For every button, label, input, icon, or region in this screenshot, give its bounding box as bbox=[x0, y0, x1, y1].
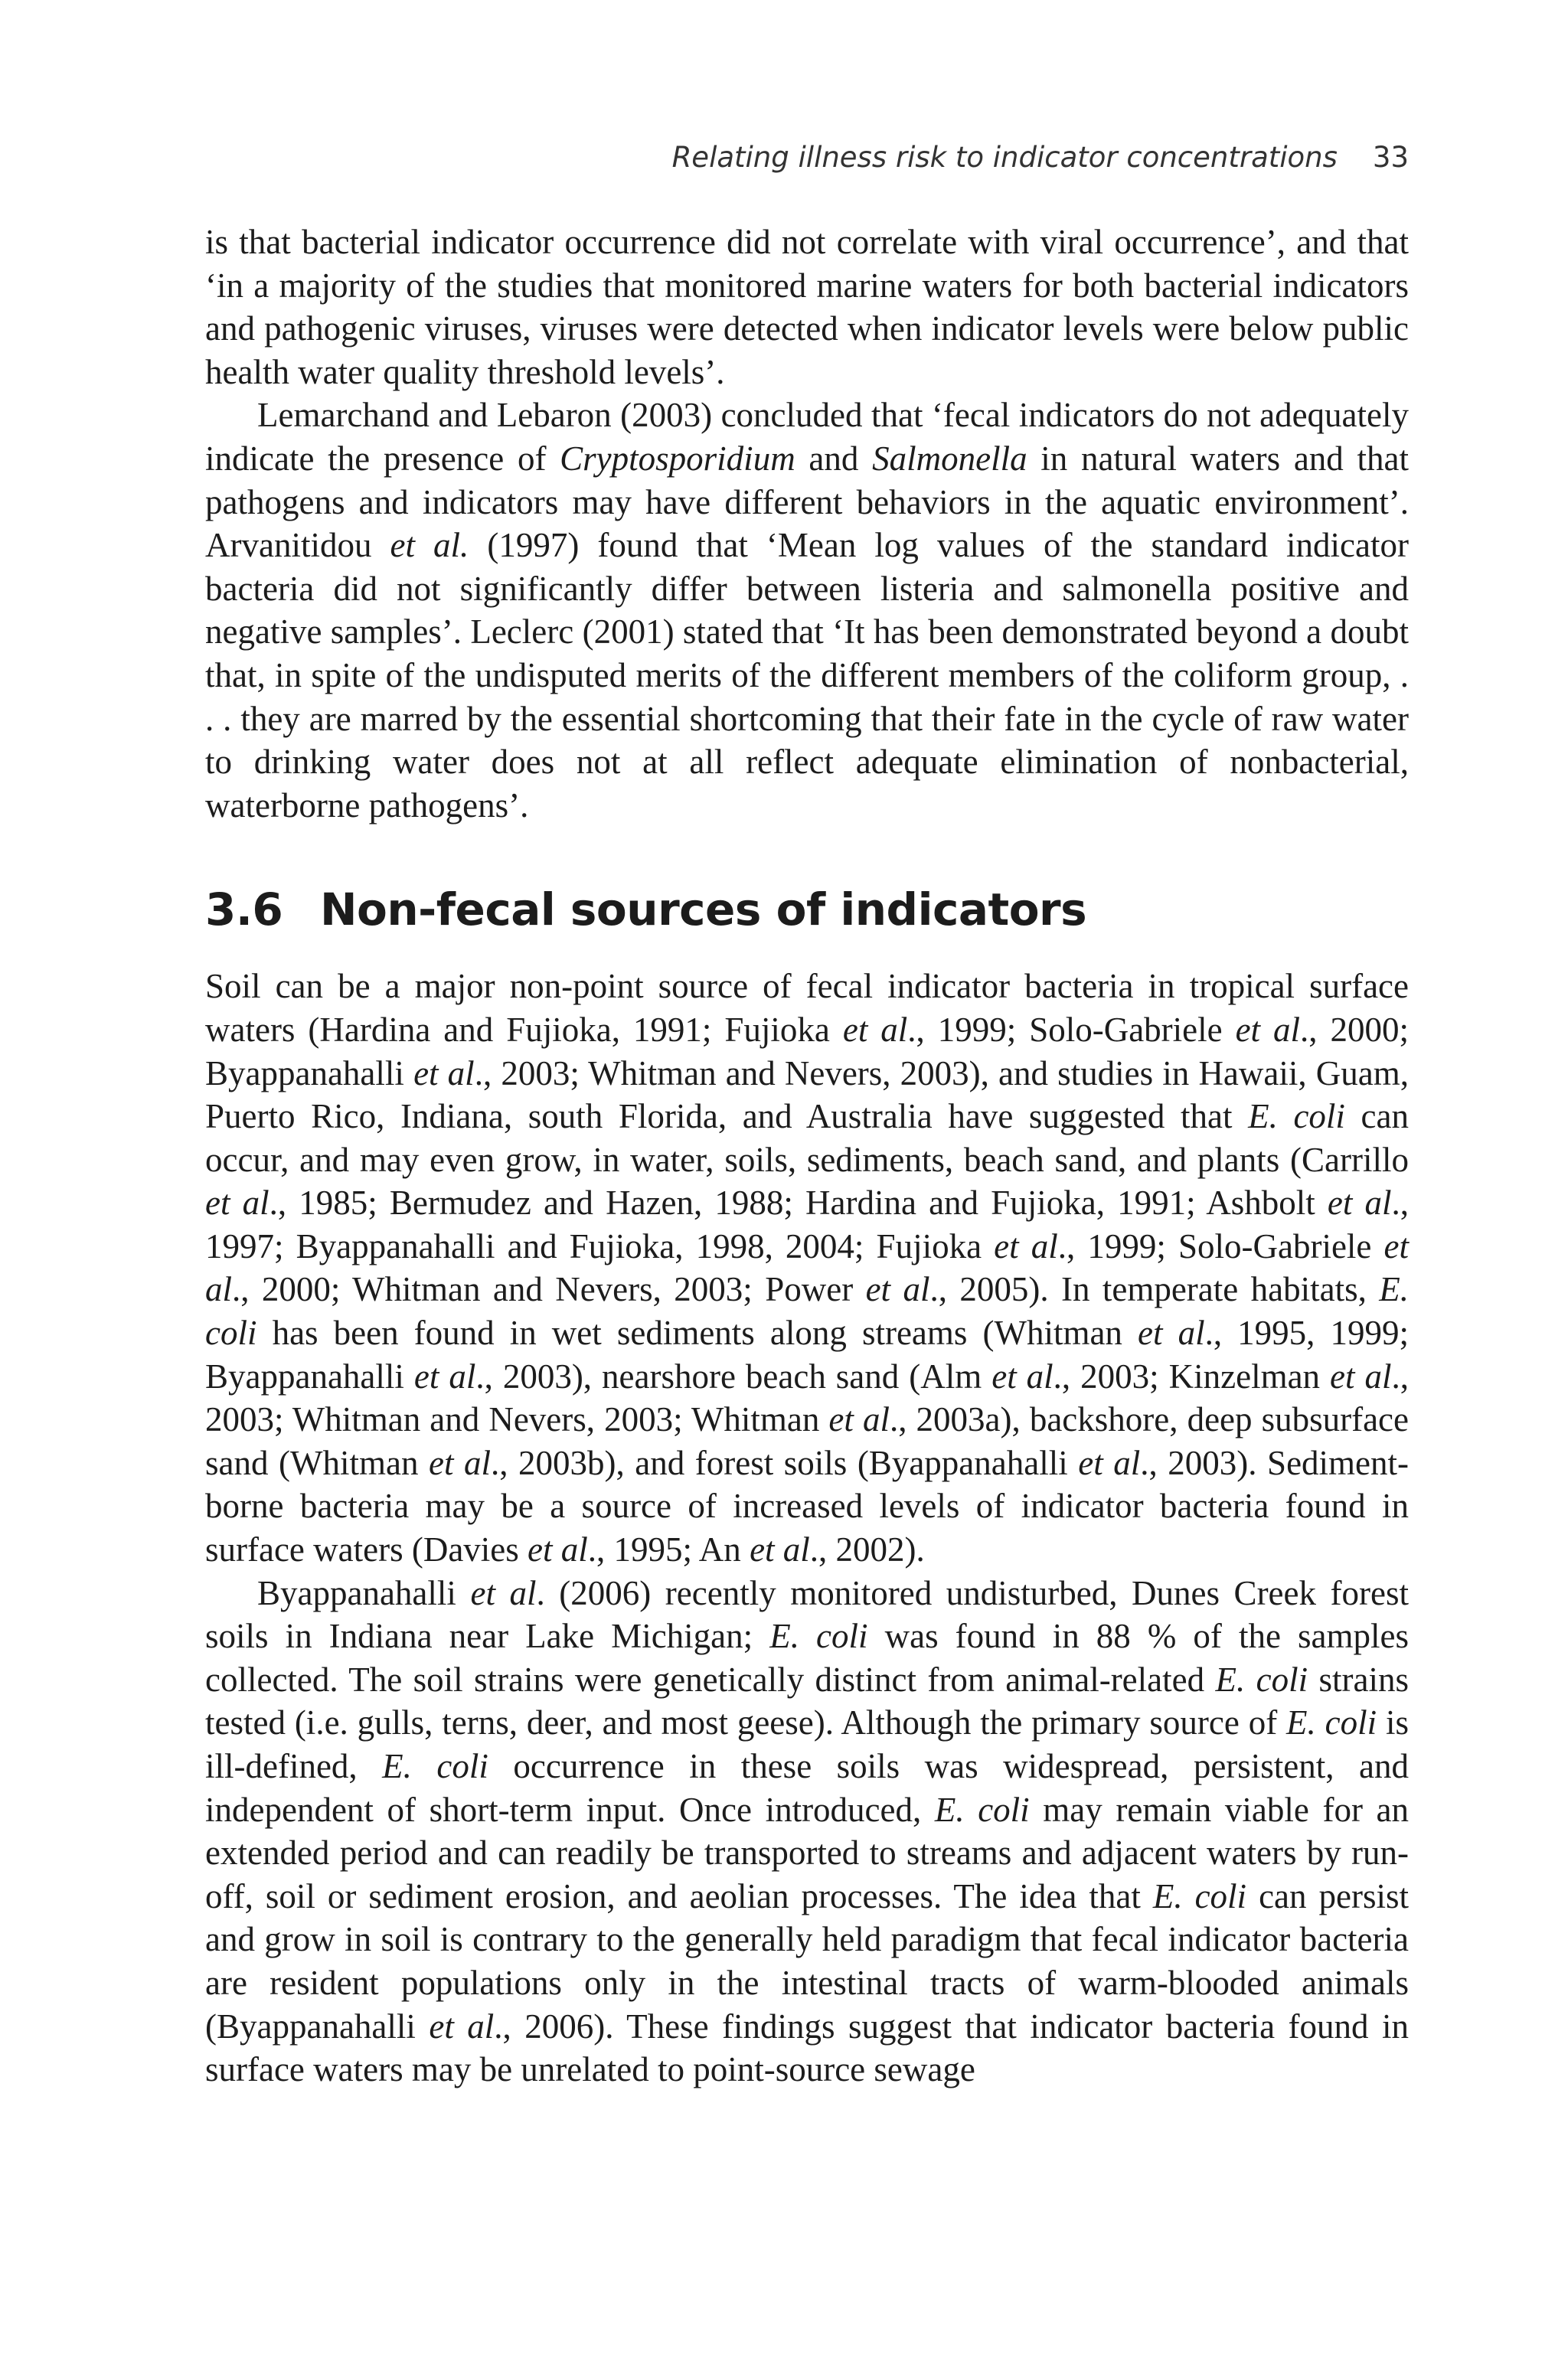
text-run: Soil can be a major non-point source of fecal indicator bacteria in tropical surface waters (Hardina and Fujioka, 1991; Fujioka bbox=[205, 967, 1409, 1049]
text-run: strains tested (i.e. gulls, terns, deer, and most geese). Although the primary source of bbox=[205, 1660, 1409, 1742]
text-run: ., 1985; Bermudez and Hazen, 1988; Hardina and Fujioka, 1991; Ashbolt bbox=[269, 1184, 1328, 1223]
italic-term: et al bbox=[991, 1357, 1054, 1396]
text-run: ., 2002). bbox=[809, 1530, 925, 1569]
text-run: was found in 88 % of the samples collected. The soil strains were genetically distinct from animal-related bbox=[205, 1617, 1409, 1699]
text-run: is ill-defined, bbox=[205, 1703, 1410, 1785]
italic-term: et al bbox=[865, 1270, 930, 1309]
text-run: can persist and grow in soil is contrary to the generally held paradigm that fecal indicator bacteria are resident populations only in the intestinal tracts of warm-blooded animals (Byappanahalli bbox=[205, 1876, 1410, 2046]
text-run: ., 2003). Sediment-borne bacteria may be a source of increased levels of indicator bacteria found in surface waters (Davies bbox=[205, 1443, 1410, 1569]
italic-term: et al. bbox=[390, 526, 469, 565]
text-run: is that bacterial indicator occurrence did not correlate with viral occurrence’, and that ‘in a majority of the studies that monitored marine waters for both bacterial indicators and pathogenic viruses, viruses were detected when indicator levels were below public health water quality threshold levels’. bbox=[205, 223, 1409, 391]
text-run: ., 2003b), and forest soils (Byappanahalli bbox=[491, 1443, 1079, 1482]
text-run: ., 1997; Byappanahalli and Fujioka, 1998, 2004; Fujioka bbox=[205, 1184, 1410, 1265]
italic-term: et al bbox=[1078, 1443, 1141, 1482]
text-run: may remain viable for an extended period and can readily be transported to streams and adjacent waters by run-off, soil or sediment erosion, and aeolian processes. The idea that bbox=[205, 1790, 1410, 1915]
italic-term: E. coli bbox=[1215, 1660, 1308, 1699]
page-body bbox=[205, 220, 1409, 2092]
text-run: ., 2006). These findings suggest that indicator bacteria found in surface waters may be unrelated to point-source sewage bbox=[205, 2007, 1409, 2089]
text-run: occurrence in these soils was widespread, persistent, and independent of short-term input. Once introduced, bbox=[205, 1747, 1409, 1829]
text-run: can occur, and may even grow, in water, soils, sediments, beach sand, and plants (Carrillo bbox=[205, 1097, 1409, 1179]
italic-term: et al bbox=[994, 1226, 1058, 1265]
italic-term: E. coli bbox=[1248, 1097, 1345, 1136]
italic-term: et al bbox=[1138, 1314, 1205, 1353]
text-run: ., 2003; Whitman and Nevers, 2003), and studies in Hawaii, Guam, Puerto Rico, Indiana, south Florida, and Australia have suggested that bbox=[205, 1053, 1409, 1136]
paragraph-soil-sources bbox=[205, 965, 1409, 1571]
italic-term: et al bbox=[428, 1443, 491, 1482]
italic-term: E. coli bbox=[1286, 1703, 1377, 1742]
italic-term: E. coli bbox=[382, 1747, 488, 1785]
text-run: ., 1999; Solo-Gabriele bbox=[907, 1010, 1236, 1049]
italic-term: et al bbox=[1330, 1357, 1392, 1396]
italic-term: et al bbox=[1327, 1184, 1392, 1223]
text-run: ., 2000; Byappanahalli bbox=[205, 1010, 1409, 1092]
section-title: Non-fecal sources of indicators bbox=[320, 883, 1087, 936]
italic-term: et al bbox=[413, 1357, 476, 1396]
italic-term: et al bbox=[429, 2007, 495, 2046]
italic-term: et al bbox=[528, 1530, 588, 1569]
italic-term: et al bbox=[413, 1053, 475, 1092]
text-run: . (2006) recently monitored undisturbed, Dunes Creek forest soils in Indiana near Lake Michigan; bbox=[205, 1573, 1410, 1656]
section-number: 3.6 bbox=[205, 883, 283, 936]
italic-term: Cryptosporidium bbox=[560, 439, 795, 478]
text-run: ., 2005). In temperate habitats, bbox=[929, 1270, 1380, 1309]
italic-term: et al bbox=[470, 1573, 537, 1612]
text-run: Byappanahalli bbox=[257, 1573, 471, 1612]
section-heading bbox=[205, 882, 1409, 937]
italic-term: et al bbox=[828, 1400, 890, 1439]
italic-term: et al bbox=[205, 1184, 270, 1223]
text-run: ., 2003a), backshore, deep subsurface sand (Whitman bbox=[205, 1400, 1410, 1482]
text-run: (1997) found that ‘Mean log values of the standard indicator bacteria did not significantly differ between listeria and salmonella positive and negative samples’. Leclerc (2001) stated that ‘It has been demonstrated beyond a doubt that, in spite of the undisputed merits of the different members of the coliform group, . . . they are marred by the essential shortcoming that their fate in the cycle of raw water to drinking water does not at all reflect adequate elimination of nonbacterial, waterborne pathogens’. bbox=[205, 526, 1409, 825]
italic-term: E. coli bbox=[205, 1270, 1409, 1353]
text-run: ., 2003), nearshore beach sand (Alm bbox=[475, 1357, 992, 1396]
text-run: ., 1995; An bbox=[587, 1530, 750, 1569]
running-title: Relating illness risk to indicator concentrations bbox=[671, 141, 1338, 174]
paragraph-lemarchand bbox=[205, 394, 1409, 827]
italic-term: E. coli bbox=[934, 1790, 1030, 1829]
text-run: ., 2000; Whitman and Nevers, 2003; Power bbox=[232, 1270, 866, 1309]
text-run: in natural waters and that pathogens and indicators may have different behaviors in the aquatic environment’. Arvanitidou bbox=[205, 439, 1409, 565]
italic-term: et al bbox=[750, 1530, 810, 1569]
text-run: ., 2003; Whitman and Nevers, 2003; Whitman bbox=[205, 1357, 1409, 1439]
paragraph-byappanahalli bbox=[205, 1572, 1409, 2092]
running-head bbox=[205, 135, 1409, 181]
text-run: has been found in wet sediments along streams (Whitman bbox=[256, 1314, 1138, 1353]
italic-term: et al bbox=[842, 1010, 908, 1049]
text-run: ., 1999; Solo-Gabriele bbox=[1057, 1226, 1384, 1265]
text-run: and bbox=[795, 439, 873, 478]
italic-term: E. coli bbox=[769, 1617, 868, 1656]
page-number: 33 bbox=[1372, 141, 1409, 174]
italic-term: Salmonella bbox=[872, 439, 1027, 478]
italic-term: et al bbox=[205, 1226, 1409, 1309]
text-run: Lemarchand and Lebaron (2003) concluded that ‘fecal indicators do not adequately indicate the presence of bbox=[205, 396, 1409, 478]
text-run: ., 2003; Kinzelman bbox=[1053, 1357, 1331, 1396]
text-run: ., 1995, 1999; Byappanahalli bbox=[205, 1314, 1409, 1396]
paragraph-continuation bbox=[205, 220, 1409, 394]
italic-term: et al bbox=[1235, 1010, 1301, 1049]
italic-term: E. coli bbox=[1152, 1876, 1247, 1915]
